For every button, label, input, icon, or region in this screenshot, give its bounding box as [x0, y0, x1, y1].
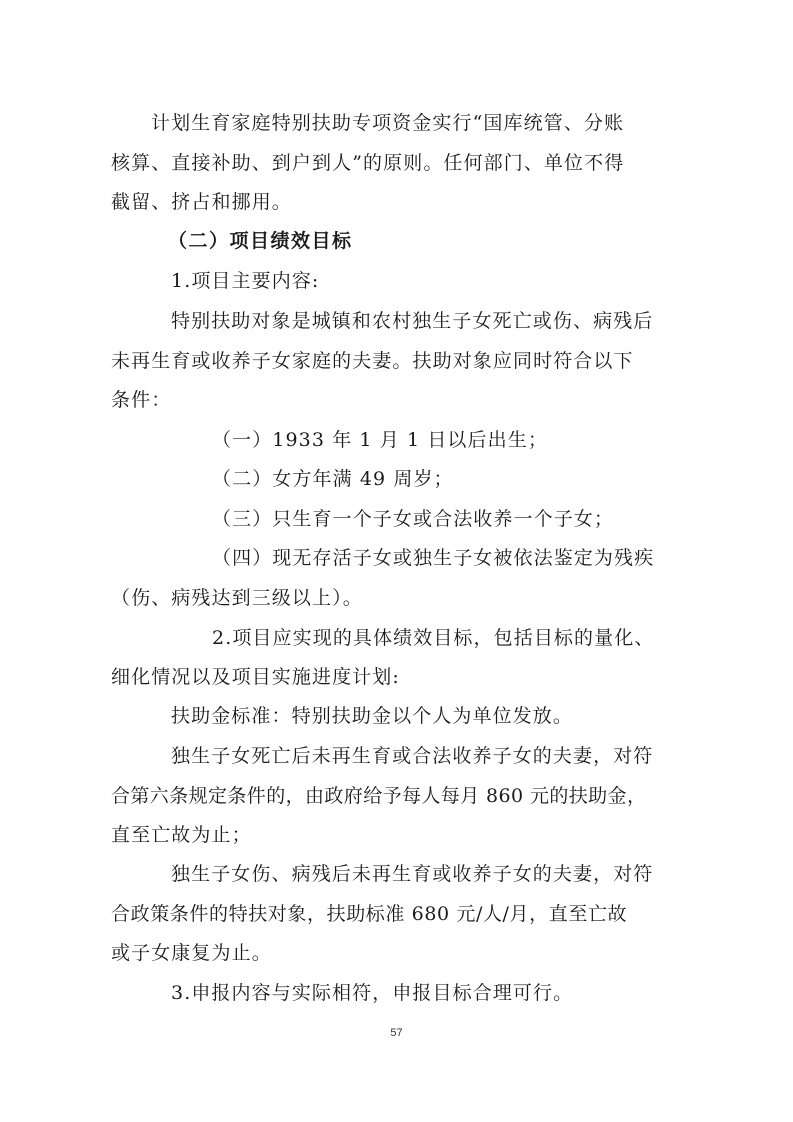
condition-item-continuation: （伤、病残达到三级以上）。: [111, 587, 363, 609]
page-number: 57: [390, 1027, 403, 1039]
paragraph-line: 核算、直接补助、到户到人”的原则。任何部门、单位不得: [111, 152, 625, 174]
paragraph-line: 直至亡故为止；: [111, 824, 252, 846]
paragraph-line: 细化情况以及项目实施进度计划:: [111, 666, 400, 688]
paragraph-line: 计划生育家庭特别扶助专项资金实行“国库统管、分账: [151, 112, 625, 134]
condition-item: （四）现无存活子女或独生子女被依法鉴定为残疾: [212, 547, 655, 569]
section-heading: （二）项目绩效目标: [168, 230, 353, 252]
paragraph-line: 合第六条规定条件的，由政府给予每人每月 860 元的扶助金，: [111, 785, 647, 807]
condition-item: （三）只生育一个子女或合法收养一个子女；: [212, 508, 615, 530]
condition-item: （二）女方年满 49 周岁；: [212, 468, 454, 490]
paragraph-line: 或子女康复为止。: [111, 942, 272, 964]
paragraph-line: 特别扶助对象是城镇和农村独生子女死亡或伤、病残后: [171, 310, 654, 332]
paragraph-line: 合政策条件的特扶对象，扶助标准 680 元/人/月，直至亡故: [111, 903, 628, 925]
paragraph-line: 未再生育或收养子女家庭的夫妻。扶助对象应同时符合以下: [111, 350, 634, 372]
subsection-heading: 2.项目应实现的具体绩效目标，包括目标的量化、: [212, 627, 655, 649]
subsection-heading: 1.项目主要内容:: [171, 270, 320, 292]
paragraph-line: 独生子女伤、病残后未再生育或收养子女的夫妻，对符: [171, 863, 654, 885]
paragraph-line: 独生子女死亡后未再生育或合法收养子女的夫妻，对符: [171, 745, 654, 767]
condition-item: （一）1933 年 1 月 1 日以后出生；: [212, 429, 548, 451]
paragraph-line: 截留、挤占和挪用。: [111, 191, 292, 213]
paragraph-line: 扶助金标准：特别扶助金以个人为单位发放。: [171, 705, 574, 727]
paragraph-line: 条件：: [111, 389, 172, 411]
paragraph-line: 3.申报内容与实际相符，申报目标合理可行。: [171, 982, 574, 1004]
